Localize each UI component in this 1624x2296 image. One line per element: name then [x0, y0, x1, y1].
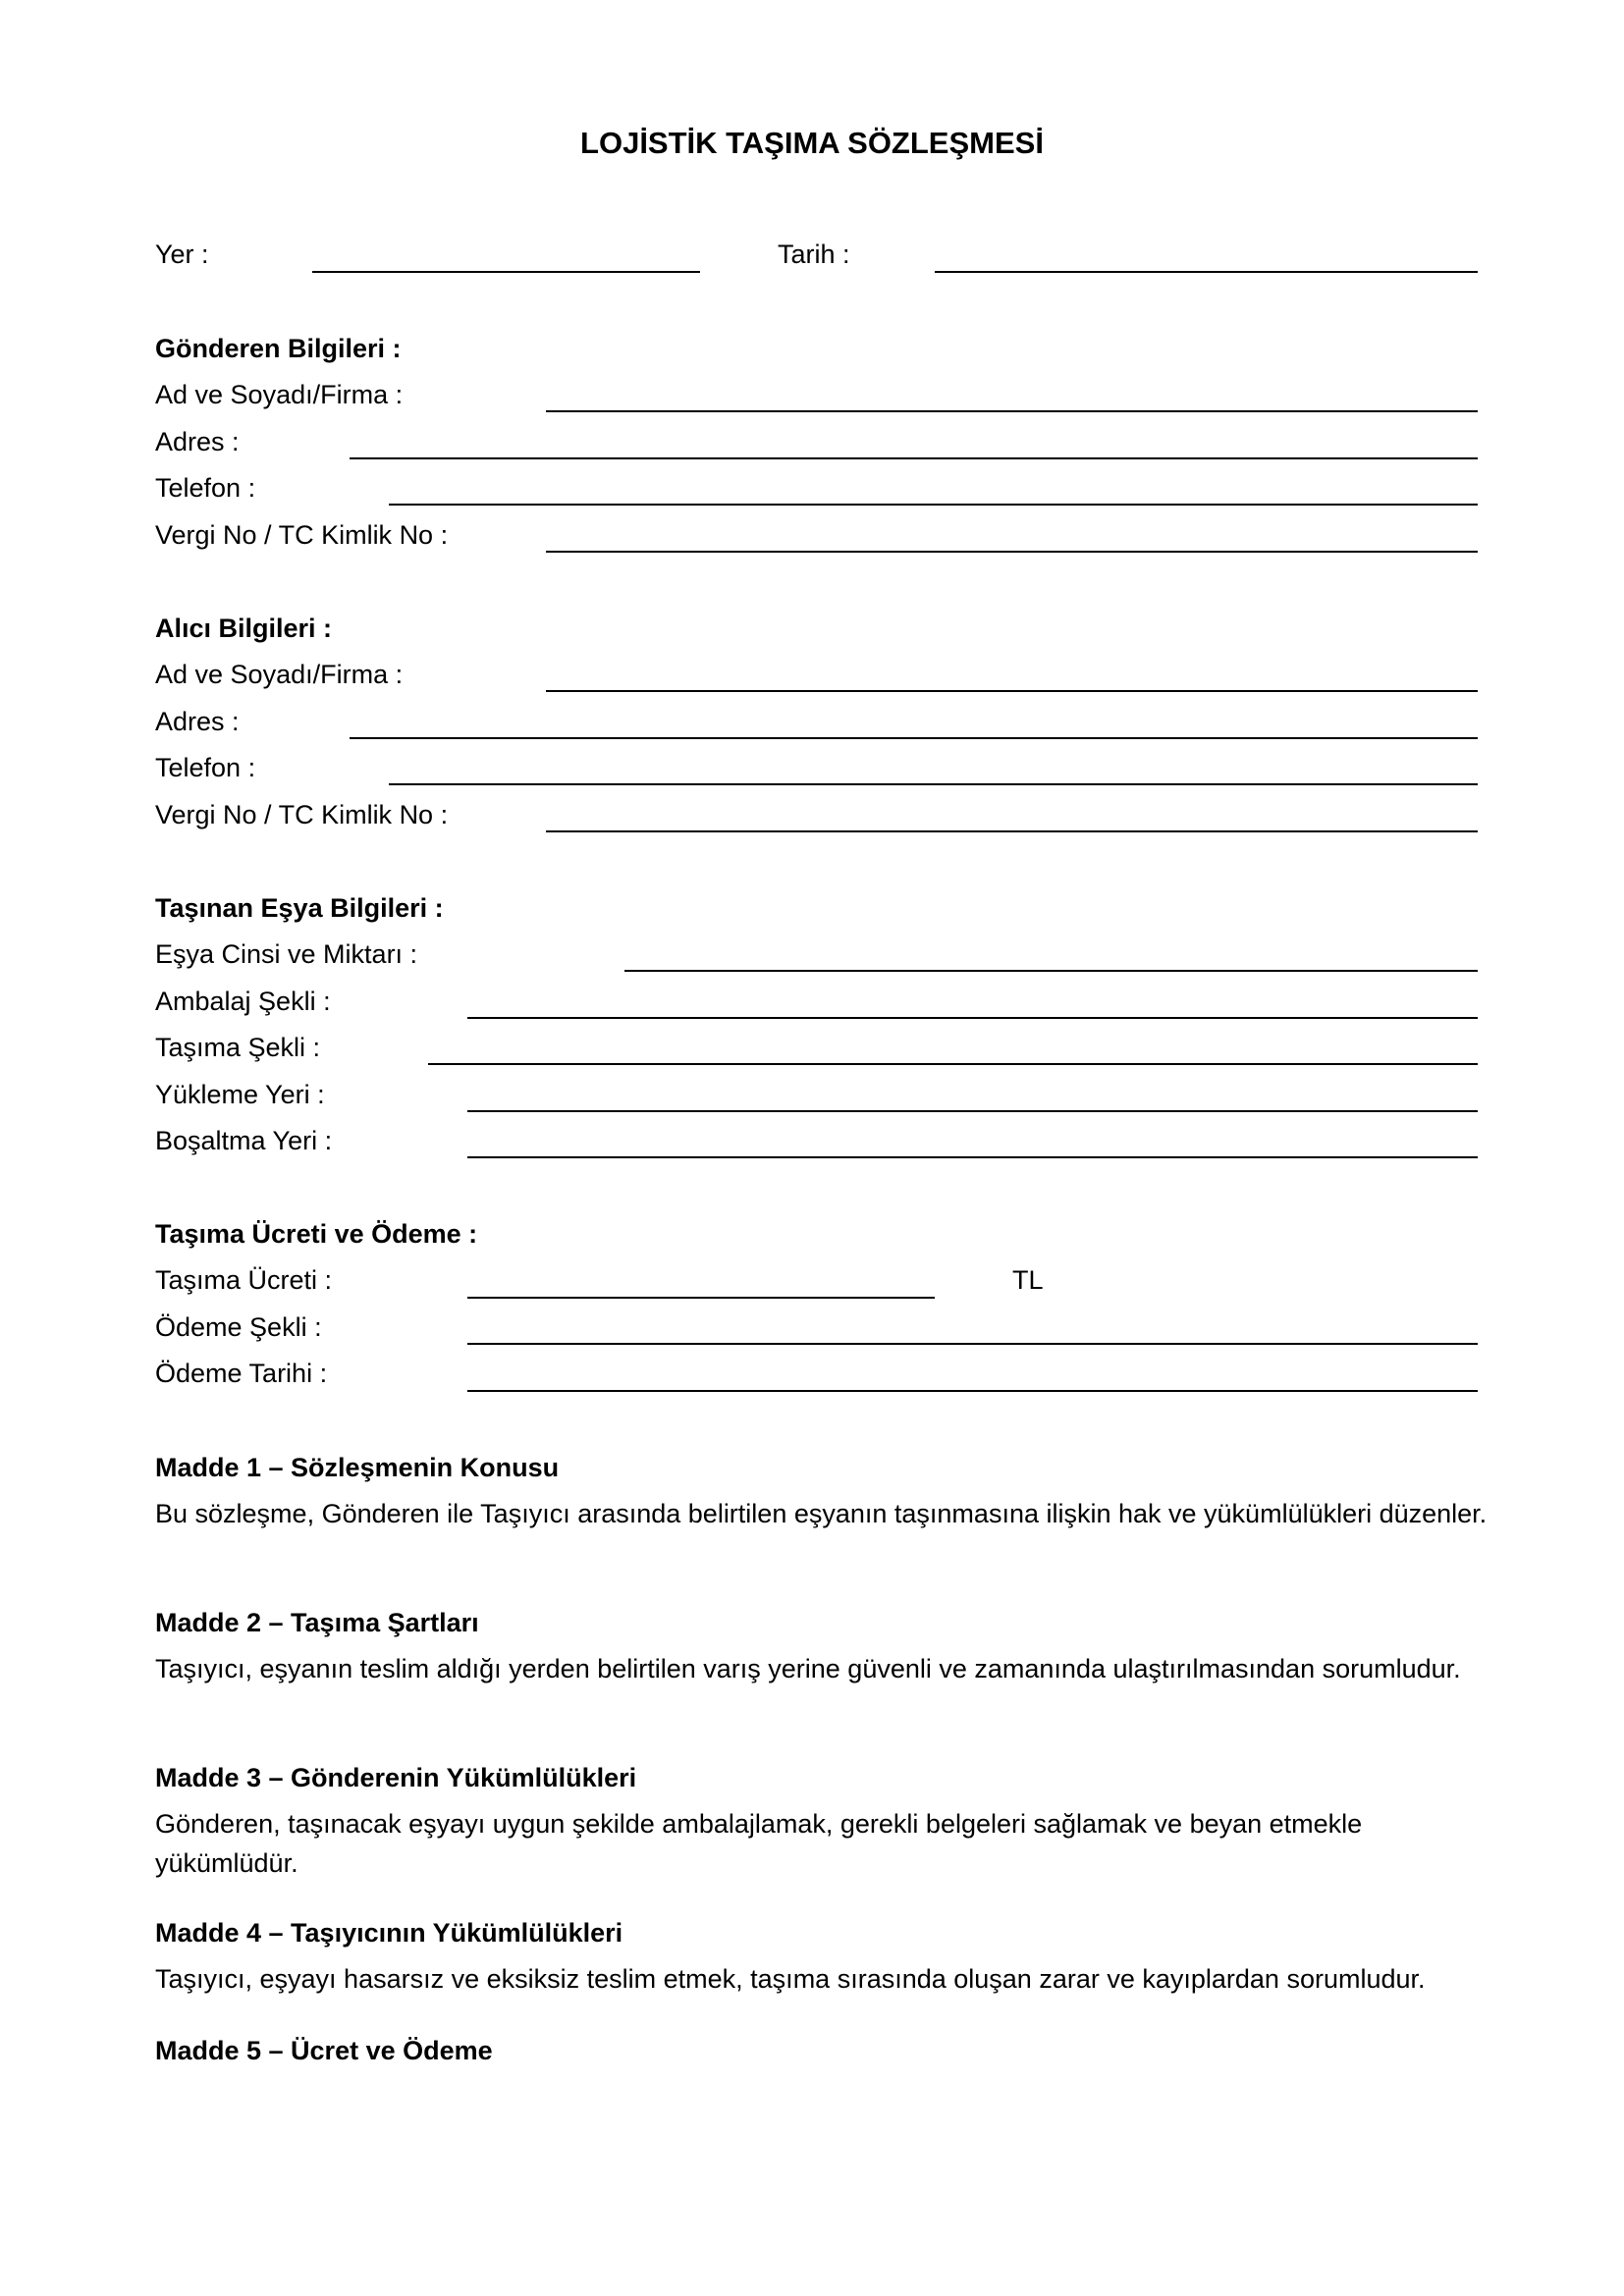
sender-taxid-field[interactable] [546, 551, 1478, 553]
article-4-heading: Madde 4 – Taşıyıcının Yükümlülükleri [155, 1918, 623, 1948]
loading-place-field[interactable] [467, 1110, 1478, 1112]
recipient-address-label: Adres : [155, 707, 240, 736]
sender-address-label: Adres : [155, 427, 240, 456]
packaging-field[interactable] [467, 1017, 1478, 1019]
transport-type-field[interactable] [428, 1063, 1478, 1065]
transport-type-label: Taşıma Şekli : [155, 1033, 321, 1062]
article-4-text: Taşıyıcı, eşyayı hasarsız ve eksiksiz teslim etmek, taşıma sırasında oluşan zarar ve kayıplardan sorumludur. [155, 1964, 1426, 1994]
sender-name-field[interactable] [546, 410, 1478, 412]
sender-phone-label: Telefon : [155, 473, 256, 503]
article-2-text: Taşıyıcı, eşyanın teslim aldığı yerden belirtilen varış yerine güvenli ve zamanında ulaştırılmasından sorumludur. [155, 1654, 1461, 1683]
unloading-place-field[interactable] [467, 1156, 1478, 1158]
recipient-phone-field[interactable] [389, 783, 1478, 785]
document-title: LOJİSTİK TAŞIMA SÖZLEŞMESİ [580, 126, 1044, 160]
place-field[interactable] [312, 271, 700, 273]
recipient-address-field[interactable] [350, 737, 1478, 739]
recipient-name-label: Ad ve Soyadı/Firma : [155, 660, 404, 689]
place-label: Yer : [155, 240, 209, 269]
article-1-heading: Madde 1 – Sözleşmenin Konusu [155, 1453, 560, 1482]
article-3-heading: Madde 3 – Gönderenin Yükümlülükleri [155, 1763, 637, 1792]
article-1-text: Bu sözleşme, Gönderen ile Taşıyıcı arasında belirtilen eşyanın taşınmasına ilişkin hak ve yükümlülükleri düzenler. [155, 1499, 1488, 1528]
sender-address-field[interactable] [350, 457, 1478, 459]
article-3-text: Gönderen, taşınacak eşyayı uygun şekilde ambalajlamak, gerekli belgeleri sağlamak ve beyan etmekle yükümlüdür. [155, 1809, 1363, 1878]
goods-heading: Taşınan Eşya Bilgileri : [155, 893, 444, 923]
sender-taxid-label: Vergi No / TC Kimlik No : [155, 520, 449, 550]
sender-phone-field[interactable] [389, 504, 1478, 506]
sender-heading: Gönderen Bilgileri : [155, 334, 402, 363]
unloading-place-label: Boşaltma Yeri : [155, 1126, 333, 1155]
recipient-taxid-label: Vergi No / TC Kimlik No : [155, 800, 449, 829]
recipient-taxid-field[interactable] [546, 830, 1478, 832]
recipient-heading: Alıcı Bilgileri : [155, 614, 333, 643]
recipient-name-field[interactable] [546, 690, 1478, 692]
date-field[interactable] [935, 271, 1478, 273]
payment-heading: Taşıma Ücreti ve Ödeme : [155, 1219, 478, 1249]
sender-name-label: Ad ve Soyadı/Firma : [155, 380, 404, 409]
article-5-heading: Madde 5 – Ücret ve Ödeme [155, 2036, 493, 2065]
fee-label: Taşıma Ücreti : [155, 1265, 333, 1295]
payment-method-field[interactable] [467, 1343, 1478, 1345]
currency-label: TL [1012, 1265, 1044, 1295]
date-label: Tarih : [778, 240, 850, 269]
recipient-phone-label: Telefon : [155, 753, 256, 782]
loading-place-label: Yükleme Yeri : [155, 1080, 325, 1109]
payment-date-field[interactable] [467, 1390, 1478, 1392]
payment-method-label: Ödeme Şekli : [155, 1312, 322, 1342]
goods-type-field[interactable] [624, 970, 1478, 972]
goods-type-label: Eşya Cinsi ve Miktarı : [155, 939, 418, 969]
packaging-label: Ambalaj Şekli : [155, 987, 331, 1016]
fee-field[interactable] [467, 1297, 935, 1299]
article-2-heading: Madde 2 – Taşıma Şartları [155, 1608, 479, 1637]
payment-date-label: Ödeme Tarihi : [155, 1359, 328, 1388]
